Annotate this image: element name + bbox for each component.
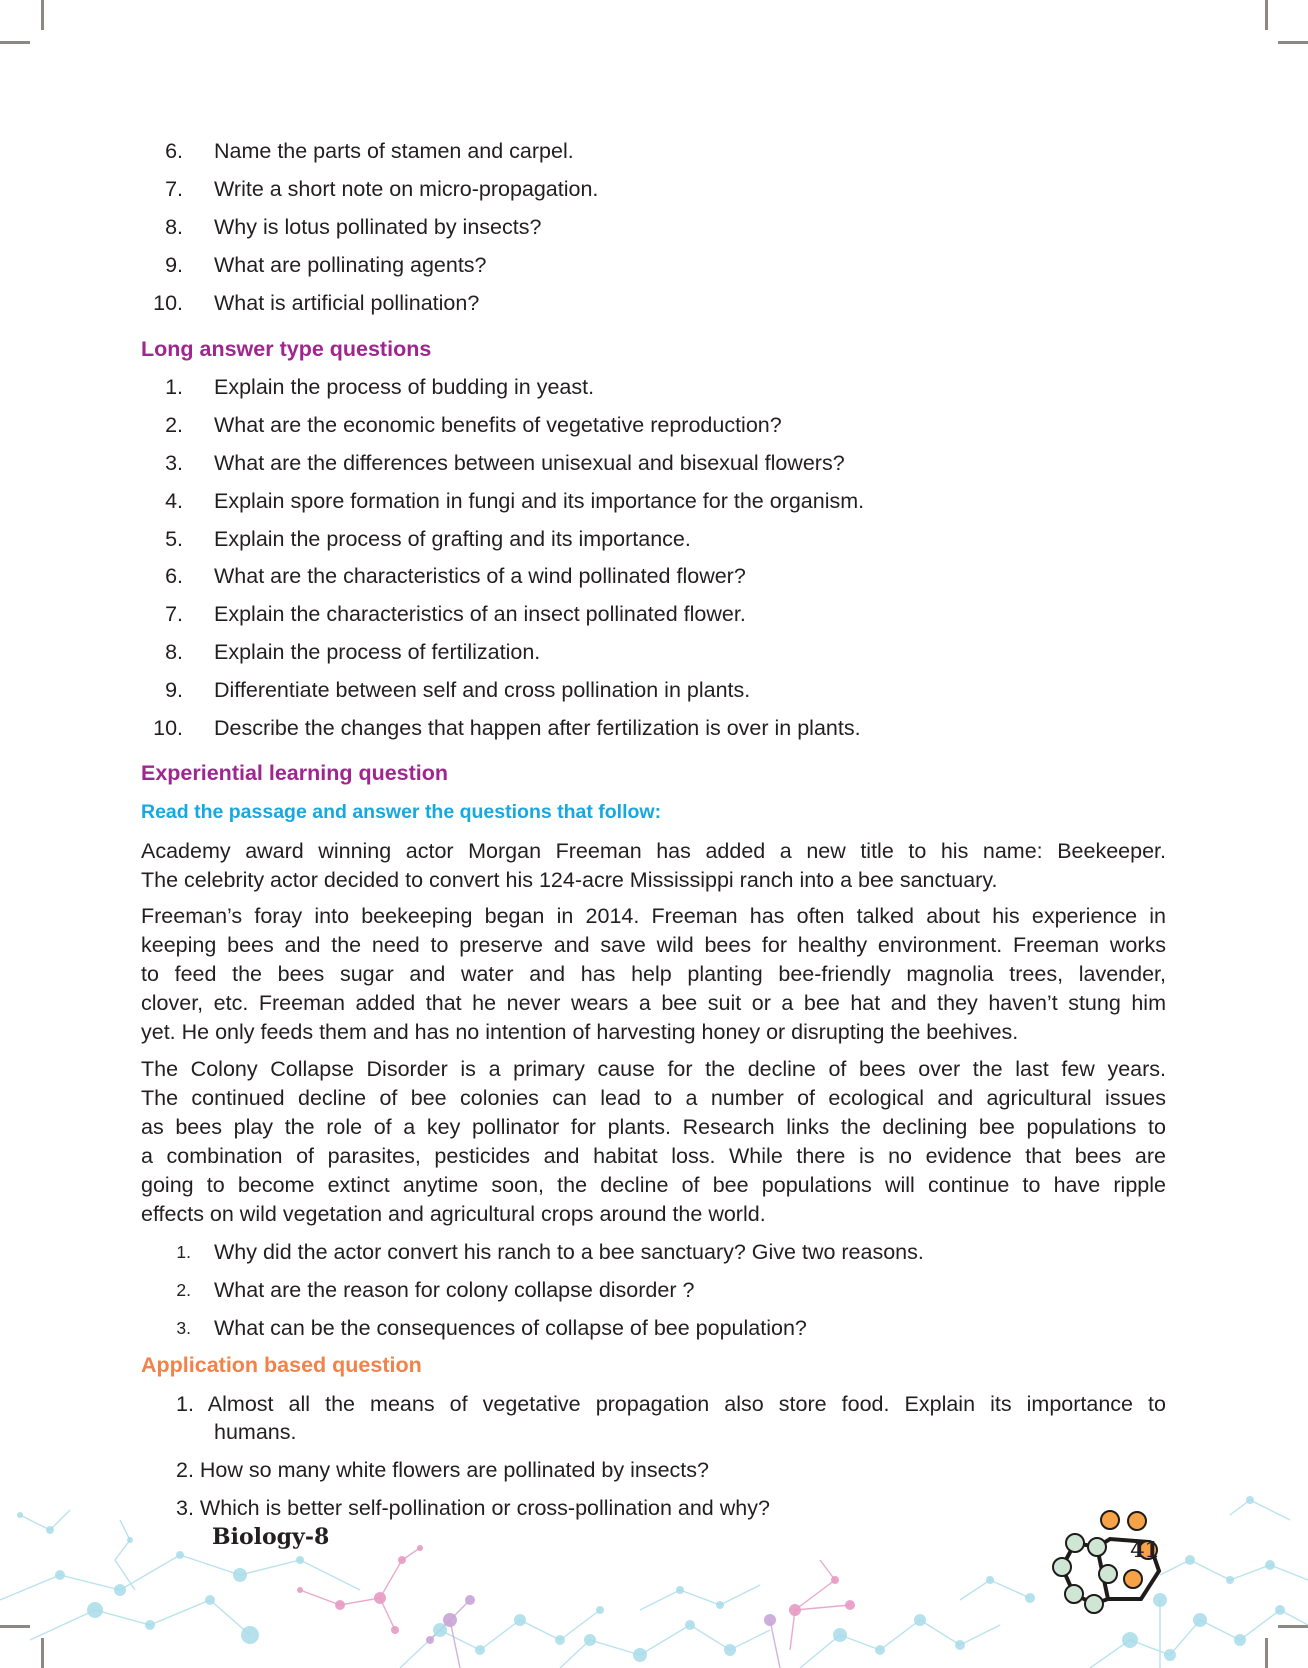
passage-line: Freeman’s foray into beekeeping began in 2014. Freeman has often talked about his experience in (141, 904, 1166, 928)
crop-mark-bottom-right-v (1265, 1638, 1268, 1668)
crop-mark-top-left-h (0, 41, 30, 44)
item-number: 2. (165, 413, 183, 437)
crop-mark-top-right-h (1278, 41, 1308, 44)
item-number: 8. (165, 215, 183, 239)
passage-line: Academy award winning actor Morgan Freeman has added a new title to his name: Beekeeper. (141, 839, 1166, 863)
passage-line: going to become extinct anytime soon, the decline of bee populations will continue to have ripple (141, 1173, 1166, 1197)
list-item (0, 288, 1308, 318)
item-text: Explain spore formation in fungi and its importance for the organism. (214, 489, 865, 513)
item-number: 7. (165, 177, 183, 201)
application-item-3: 3. Which is better self-pollination or cross-pollination and why? (176, 1496, 770, 1520)
passage-line: The celebrity actor decided to convert his 124-acre Mississippi ranch into a bee sanctuary. (141, 868, 998, 892)
application-item-2: 2. How so many white flowers are pollinated by insects? (176, 1458, 709, 1482)
item-text: What can be the consequences of collapse of bee population? (214, 1316, 807, 1340)
crop-mark-bottom-left-h (0, 1625, 30, 1628)
passage-line: yet. He only feeds them and has no intention of harvesting honey or disrupting the beehives. (141, 1020, 1019, 1044)
item-number: 9. (165, 678, 183, 702)
list-item (0, 675, 1308, 705)
crop-mark-bottom-right-h (1278, 1625, 1308, 1628)
list-item (0, 448, 1308, 478)
list-item (0, 212, 1308, 242)
passage-line: effects on wild vegetation and agricultural crops around the world. (141, 1202, 766, 1226)
item-number: 5. (165, 527, 183, 551)
list-item (0, 524, 1308, 554)
crop-mark-bottom-left-v (41, 1638, 44, 1668)
list-item (0, 1275, 1308, 1305)
item-text: Describe the changes that happen after fertilization is over in plants. (214, 716, 861, 740)
item-text: Name the parts of stamen and carpel. (214, 139, 574, 163)
list-item (0, 637, 1308, 667)
item-number: 3. (176, 1318, 191, 1338)
list-item (0, 372, 1308, 402)
passage-line: as bees play the role of a key pollinator for plants. Research links the declining bee populations to (141, 1115, 1166, 1139)
list-item (0, 410, 1308, 440)
item-number: 8. (165, 640, 183, 664)
item-number: 6. (165, 139, 183, 163)
item-number: 10. (153, 291, 183, 315)
item-text: Why is lotus pollinated by insects? (214, 215, 542, 239)
list-item (0, 136, 1308, 166)
item-text: What is artificial pollination? (214, 291, 480, 315)
item-number: 2. (176, 1280, 191, 1300)
passage-line: The Colony Collapse Disorder is a primary cause for the decline of bees over the last few years. (141, 1057, 1166, 1081)
item-number: 9. (165, 253, 183, 277)
item-number: 10. (153, 716, 183, 740)
item-number: 7. (165, 602, 183, 626)
list-item (0, 599, 1308, 629)
crop-mark-top-right-v (1265, 0, 1268, 30)
item-number: 6. (165, 564, 183, 588)
application-heading: Application based question (141, 1353, 422, 1377)
item-text: Write a short note on micro-propagation. (214, 177, 599, 201)
application-item-1-line-1: 1. Almost all the means of vegetative propagation also store food. Explain its importance to (176, 1392, 1166, 1416)
list-item (0, 561, 1308, 591)
item-text: Explain the process of fertilization. (214, 640, 541, 664)
item-number: 3. (165, 451, 183, 475)
item-text: What are the reason for colony collapse disorder ? (214, 1278, 695, 1302)
list-item (0, 1237, 1308, 1267)
item-text: What are the economic benefits of vegetative reproduction? (214, 413, 782, 437)
item-text: Differentiate between self and cross pollination in plants. (214, 678, 751, 702)
item-number: 4. (165, 489, 183, 513)
item-number: 1. (165, 375, 183, 399)
item-text: What are pollinating agents? (214, 253, 487, 277)
passage-line: to feed the bees sugar and water and has help planting bee-friendly magnolia trees, lavender, (141, 962, 1166, 986)
experiential-heading: Experiential learning question (141, 761, 449, 785)
passage-instruction: Read the passage and answer the questions that follow: (141, 801, 662, 823)
list-item (0, 250, 1308, 280)
item-text: Why did the actor convert his ranch to a bee sanctuary? Give two reasons. (214, 1240, 924, 1264)
item-text: What are the differences between unisexual and bisexual flowers? (214, 451, 845, 475)
crop-mark-top-left-v (41, 0, 44, 30)
application-item-1-line-2: humans. (214, 1420, 297, 1444)
list-item (0, 174, 1308, 204)
item-text: Explain the process of grafting and its importance. (214, 527, 691, 551)
passage-line: The continued decline of bee colonies can lead to a number of ecological and agricultural issues (141, 1086, 1166, 1110)
item-text: Explain the characteristics of an insect pollinated flower. (214, 602, 746, 626)
passage-line: clover, etc. Freeman added that he never wears a bee suit or a bee hat and they haven’t stung him (141, 991, 1166, 1015)
passage-line: a combination of parasites, pesticides and habitat loss. While there is no evidence that bees are (141, 1144, 1166, 1168)
item-text: Explain the process of budding in yeast. (214, 375, 595, 399)
page-number: 41 (1130, 1537, 1160, 1562)
item-text: What are the characteristics of a wind pollinated flower? (214, 564, 746, 588)
long-answer-heading: Long answer type questions (141, 337, 432, 361)
list-item (0, 1313, 1308, 1343)
list-item (0, 713, 1308, 743)
item-number: 1. (176, 1242, 191, 1262)
list-item (0, 486, 1308, 516)
passage-line: keeping bees and the need to preserve and save wild bees for healthy environment. Freeman works (141, 933, 1166, 957)
book-title: Biology-8 (212, 1524, 330, 1550)
